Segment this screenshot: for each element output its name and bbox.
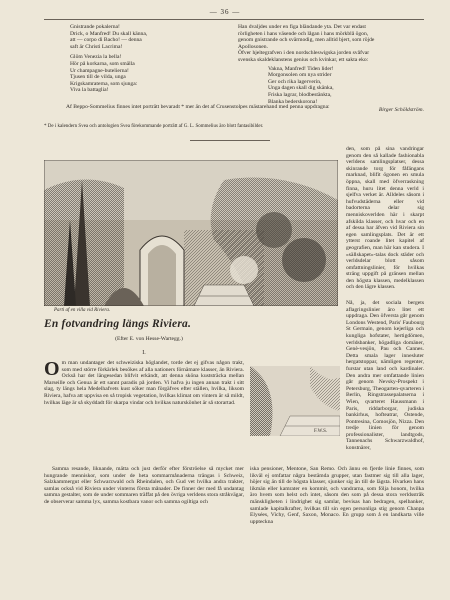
article-col-left-bottom (44, 466, 244, 506)
article-col-right-bottom (250, 466, 424, 525)
verse-note-text: Af Beppo-Sommelius finnes intet porträtt bevaradt * mer än det af Crusenstolpes mästarehand med penna uppdragna: (66, 104, 330, 110)
verse-line: Vakna, Manfred! Tiden lider! (268, 65, 334, 72)
verse-line: Morgonsolen om nya strider (268, 72, 332, 79)
article-intro-text: m man undantager det schweiziska höglandet, torde det ej gifvas någon trakt, som med större förkärlek besökes af alla nationers förnämare klasser, än Riviera. Också har det längesedan blifvit erkändt, att denna sköna kuststräcka mellan Marseille och Genua är ett sannt paradis på jorden. Vi hafva ju ingen annan trakt i sitt slag, ty längs hela Medelhafvets kust söker man förgäfves efter ställen, hvilka, liksom Riviera, hafva att uppvisa en så tropisk vegetation, hvilkas klimat om vintern är så mildt, hvilkas läge är så skyddadt för skarpa vindar och hvilkas naturskönhet är så storartad. (44, 360, 244, 406)
verse-left-block (70, 24, 220, 98)
artist-signature: F.W.S. (314, 429, 328, 434)
article-bottom-right-text: iska pensioner, Mentone, San Remo. Och ännu en fjerde linie finnes, som likväl ej omfattar några bestämda grupper, utan fastmer sig till alla lager, höjer sig än till de högsta klasser, sjunker sig än till de lägsta. Hvarken hans likmän eller kamrater en kommit, och vandrarna, som följa honom, hvilka äro hvem som helst och intet, såsom den som på dessa stora verldsstråk mänskligheten i lindrighet sig samlar, bevisas han bedragen, spelbanker, samlade kapitalkrafter, hvilkas till sin egen personliga stig genom Chanpa Elysées, Vichy, Genf, Saxon, Monaco. En grupp som å en landkarta ville uppteckna (250, 466, 424, 525)
article-section-number: I. (142, 350, 146, 356)
verse-line: Friska lagrar, blodbestänkta, (268, 91, 332, 98)
article-col-right-upper (346, 146, 424, 291)
article-byline: (Efter E. von Hesse-Wartegg.) (115, 336, 183, 342)
prose-line: Han dvaljdes under en figa bländande yta. Det var endast (238, 24, 366, 30)
verse-line: saft är Christi Lacrima! (70, 43, 123, 50)
verse-signature: Birger Schöldström. (378, 107, 424, 114)
section-divider (190, 140, 270, 141)
verse-line: Tjusen till de vilda, unga (70, 74, 126, 81)
prose-line: svenska skaldeklanstens genius och kvinkar, ett sakta eko: (238, 56, 369, 63)
verse-line: Gnistrande pokalerna! (70, 24, 120, 30)
verse-line: Hör på korkarna, som smälla (70, 60, 135, 67)
prose-line: Apollosonen. (238, 43, 268, 50)
article-col-left (44, 360, 244, 406)
page-number: — 36 — (209, 8, 241, 16)
verse-right-prose (238, 24, 424, 64)
illustration-stairs (250, 366, 340, 436)
prose-line: Öfver hjeltegrafven i den nordschleswigska jorden svåfvar (238, 50, 370, 57)
verse-stanza-1 (70, 24, 220, 50)
verse-line: Drick, o Manfred! Du skall känna, (70, 30, 148, 37)
prose-line: genom gnistrande och svärmodig, men alltid bjert, som röjde (238, 37, 375, 44)
verse-line: Glöm Venezia la bella! (70, 54, 122, 61)
drop-cap: O (44, 358, 60, 380)
col-right-lower-text: Nå, ja, det sociala bergets aflagringslinier äro litet ett uppdraga. Den öfversta går genom Londons Westend, Paris' Faubourg St Germain, genom kejerliga och kungliga hofstater, hertigdömen, verldsbanker, högadliga domäner, Genè-vesjön, Pau och Cannes. Detta smala lager innesluter hergatstoppar, nämligen regenter, furstar utan land och kardinaler. Den andra mer omfattande linien går genom Nevsky-Prospekt i Petersburg, Theogarten-qvarteren i Berlin, Ringstrassepalatserna i Wien, qvarteret Haussmann i Paris, riddarborgar, judiska bankirhus, hofteatrar, Ostende, Pontresina, Comosjön, Nizza. Den tredje linien för genom professionalister, landtgods, Tannenachs Schwarzwaldhof, konstnärer, (346, 300, 424, 452)
verse-note (58, 104, 424, 111)
verse-line: Viva la battaglia! (70, 87, 109, 94)
prose-line: rörligheten i hans väsende och lågan i hans mörkblå ögon, (238, 30, 369, 37)
verse-right-stanza (268, 66, 424, 106)
footnote: * De i kalendern Svea och antologien Svea förekommande porträtt af G. L. Sommelius äro blott fantasibilder. (44, 124, 264, 129)
verse-line: Blanka bederskorona! (268, 98, 318, 105)
verse-line: Krigskamraterna, som sjunga: (70, 80, 138, 87)
verse-line: att — corpo di Bacho! — denna (70, 37, 142, 44)
verse-line: Ur champagne-butelierna! (70, 67, 129, 74)
engraving-image (44, 160, 338, 306)
article-title: En fotvandring längs Riviera. (44, 318, 192, 330)
verse-stanza-2 (70, 54, 220, 94)
article-col-right-lower (346, 300, 424, 452)
col-right-upper-text: den, som på sina vandringar genom den så kallade fashionabla verldens samlingsplatser, dessa skinrande torg för fåfängans marknad, blifit ögonen en smula öppna, skall med öfverraskning finna, huru litet denna verld i sjelfva verket är. Alldeles såsom i hufvudstäderna eller vid badorterna delar sig menniskoverlden här i skarpt afskilda klasser, och hvar och en af dessa har äfven vid Riviera sin egen samlingsplats. Det är ett ytterst roande litet kapitel af geografien, man här kan studera. I »sällskapet»-talas dock städer och verldsdelar blott såsom omfattningslinier, för hvilkas sträng uppgift på gränsen mellan den högsta klassen, medelklassen och den lägre klassen. (346, 146, 424, 291)
stairs-engraving (250, 366, 340, 436)
header-rule (44, 19, 424, 20)
illustration-caption: Parti af en villa vid Riviera. (54, 308, 111, 313)
verse-line: Ger och rika lagerverin, (268, 78, 322, 85)
verse-right-block (238, 24, 424, 114)
verse-line: Unga dagen skall dig skänka, (268, 85, 334, 92)
article-cont-text: Samma resande, liknande, mätta och just derför efter förströelse så mycket mer hungrande menniskor, som under de heta sommarmånaderna trängas i Schweiz, Salzkammergut eller Schwarzwald och Rheindalen, och Gud vet hvilka andra trakter, samlas också vid Riviera under vinterns första månader. De finner der med få undantag samma gestalter, som de under sommaren träffat på den övriga verldens stora stråkvägar, de observerar samma lyx, samma kostbara vanor och samma ogiltiga och (44, 466, 244, 505)
